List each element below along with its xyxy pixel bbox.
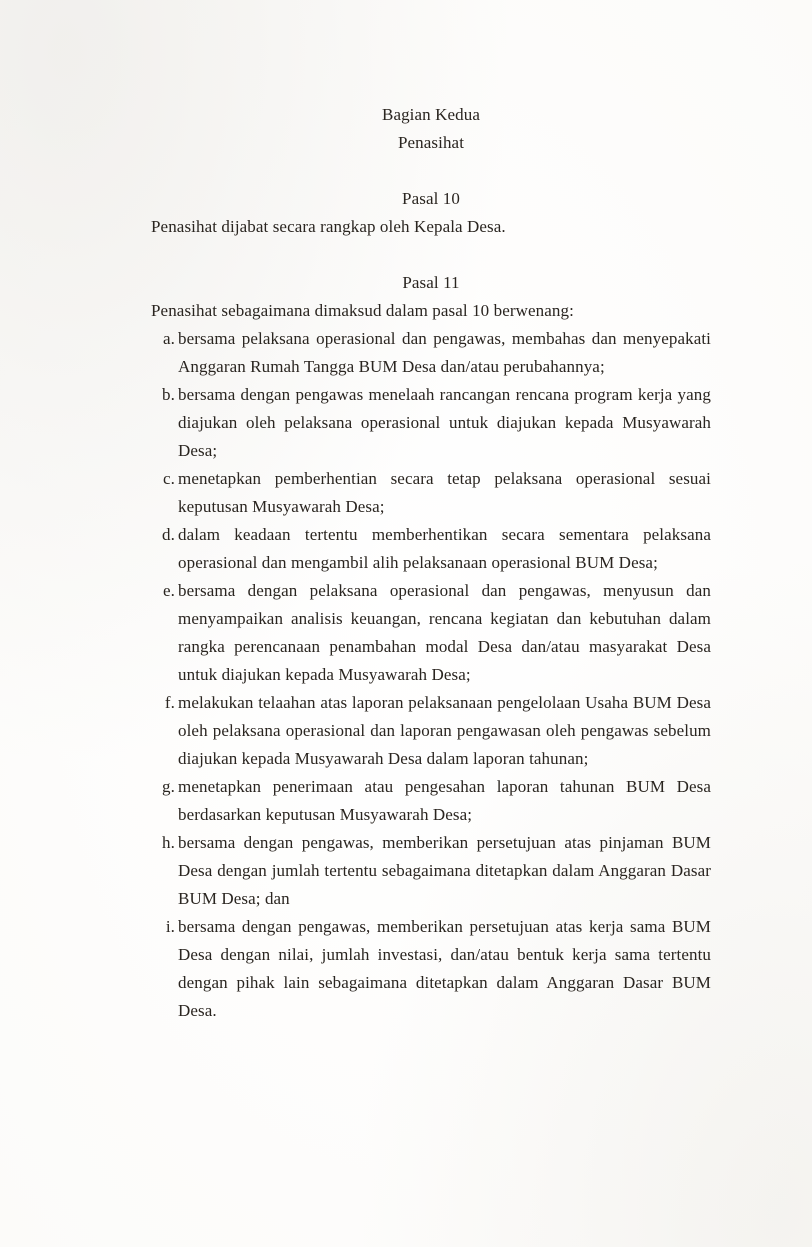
article-11-body: Penasihat sebagaimana dimaksud dalam pasal 10 berwenang: bbox=[151, 301, 574, 320]
list-item-marker: g. bbox=[162, 777, 175, 796]
list-item-text: bersama pelaksana operasional dan pengawas, membahas dan menyepakati Anggaran Rumah Tangga BUM Desa dan/atau perubahannya; bbox=[178, 329, 711, 376]
list-item bbox=[151, 689, 711, 773]
list-item bbox=[151, 773, 711, 829]
article-10-number: Pasal 10 bbox=[402, 189, 460, 208]
list-item bbox=[151, 381, 711, 465]
list-item-marker: e. bbox=[163, 581, 175, 600]
list-item-marker: b. bbox=[162, 385, 175, 404]
section-heading: Bagian Kedua bbox=[382, 105, 480, 124]
list-item-marker: h. bbox=[162, 833, 175, 852]
list-item-text: bersama dengan pengawas, memberikan persetujuan atas pinjaman BUM Desa dengan jumlah tertentu sebagaimana ditetapkan dalam Anggaran Dasar BUM Desa; dan bbox=[178, 833, 711, 908]
article-10-body: Penasihat dijabat secara rangkap oleh Kepala Desa. bbox=[151, 217, 506, 236]
article-11-item-list bbox=[151, 325, 711, 1025]
list-item bbox=[151, 465, 711, 521]
list-item-text: dalam keadaan tertentu memberhentikan secara sementara pelaksana operasional dan mengambil alih pelaksanaan operasional BUM Desa; bbox=[178, 525, 711, 572]
document-content bbox=[151, 0, 711, 1025]
list-item-marker: i. bbox=[165, 917, 175, 936]
list-item bbox=[151, 521, 711, 577]
list-item bbox=[151, 577, 711, 689]
list-item bbox=[151, 829, 711, 913]
list-item bbox=[151, 325, 711, 381]
list-item-text: bersama dengan pengawas, memberikan persetujuan atas kerja sama BUM Desa dengan nilai, jumlah investasi, dan/atau bentuk kerja sama tertentu dengan pihak lain sebagaimana ditetapkan dalam Anggaran Dasar BUM Desa. bbox=[178, 917, 711, 1020]
spacer bbox=[151, 241, 711, 269]
section-subheading: Penasihat bbox=[397, 133, 465, 152]
article-11-number: Pasal 11 bbox=[402, 273, 460, 292]
list-item-text: menetapkan penerimaan atau pengesahan laporan tahunan BUM Desa berdasarkan keputusan Musyawarah Desa; bbox=[178, 777, 711, 824]
list-item-marker: d. bbox=[162, 525, 175, 544]
list-item bbox=[151, 913, 711, 1025]
list-item-marker: f. bbox=[164, 693, 175, 712]
list-item-text: bersama dengan pelaksana operasional dan pengawas, menyusun dan menyampaikan analisis keuangan, rencana kegiatan dan kebutuhan dalam rangka perencanaan penambahan modal Desa dan/atau masyarakat Desa untuk diajukan kepada Musyawarah Desa; bbox=[178, 581, 711, 684]
list-item-text: menetapkan pemberhentian secara tetap pelaksana operasional sesuai keputusan Musyawarah Desa; bbox=[178, 469, 711, 516]
spacer bbox=[151, 157, 711, 185]
list-item-marker: c. bbox=[163, 469, 175, 488]
list-item-text: bersama dengan pengawas menelaah rancangan rencana program kerja yang diajukan oleh pelaksana operasional untuk diajukan kepada Musyawarah Desa; bbox=[178, 385, 711, 460]
list-item-text: melakukan telaahan atas laporan pelaksanaan pengelolaan Usaha BUM Desa oleh pelaksana operasional dan laporan pengawasan oleh pengawas sebelum diajukan kepada Musyawarah Desa dalam laporan tahunan; bbox=[178, 693, 711, 768]
list-item-marker: a. bbox=[163, 329, 175, 348]
